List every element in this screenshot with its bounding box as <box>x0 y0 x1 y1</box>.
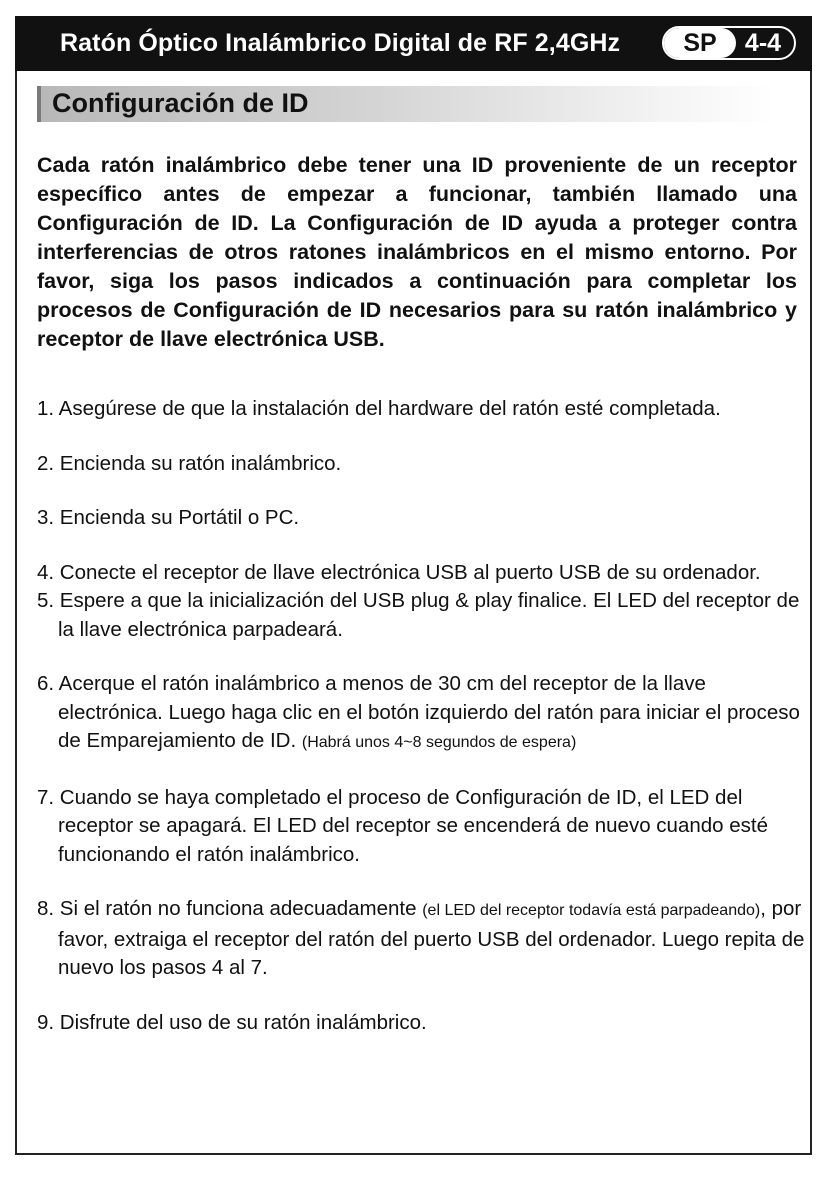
step-text: 2. Encienda su ratón inalámbrico. <box>37 451 342 475</box>
step-8 <box>37 895 807 983</box>
language-code: SP <box>664 28 736 58</box>
step-3 <box>37 504 807 533</box>
step-note: (Habrá unos 4~8 segundos de espera) <box>301 734 577 751</box>
step-text: 1. Asegúrese de que la instalación del hardware del ratón esté completada. <box>37 397 721 420</box>
page-badge <box>662 26 796 60</box>
step-text: 3. Encienda su Portátil o PC. <box>37 506 300 529</box>
header-bar <box>15 16 812 71</box>
section-heading: Configuración de ID <box>52 88 309 118</box>
step-text: 8. Si el ratón no funciona adecuadamente <box>37 897 423 920</box>
step-text: 9. Disfrute del uso de su ratón inalámbrico. <box>37 1010 427 1034</box>
step-4 <box>37 559 807 588</box>
step-text: 7. Cuando se haya completado el proceso de Configuración de ID, el LED del receptor se apagará. El LED del receptor se encenderá de nuevo cuando esté funcionando el ratón inalámbrico. <box>37 785 768 866</box>
step-7 <box>37 784 807 870</box>
step-text: 6. Acerque el ratón inalámbrico a menos de 30 cm del receptor de la llave electrónica. Luego haga clic en el botón izquierdo del ratón para iniciar el proceso de Emparejamiento de ID. <box>37 672 800 752</box>
step-note: (el LED del receptor todavía está parpadeando) <box>422 902 761 919</box>
page-title: Ratón Óptico Inalámbrico Digital de RF 2,4GHz <box>60 29 621 57</box>
page-number: 4-4 <box>744 29 782 57</box>
intro-paragraph: Cada ratón inalámbrico debe tener una ID proveniente de un receptor específico antes de empezar a funcionar, también llamado una Configuración de ID. La Configuración de ID ayuda a proteger contra interferencias de otros ratones inalámbricos en el mismo entorno. Por favor, siga los pasos indicados a continuación para completar los procesos de Configuración de ID necesarios para su ratón inalámbrico y receptor de llave electrónica USB. <box>37 153 797 351</box>
steps-list <box>37 395 807 1037</box>
step-text: 4. Conecte el receptor de llave electrónica USB al puerto USB de su ordenador. <box>37 560 761 584</box>
step-text: 5. Espere a que la inicialización del USB plug & play finalice. El LED del receptor de la llave electrónica parpadeará. <box>37 589 800 641</box>
step-1 <box>37 395 807 424</box>
step-9 <box>37 1009 807 1038</box>
step-2 <box>37 450 807 479</box>
step-text-tail: , por favor, extraiga el receptor del ratón del puerto USB del ordenador. Luego repita de nuevo los pasos 4 al 7. <box>58 897 805 979</box>
step-6 <box>37 670 807 758</box>
step-5 <box>37 587 807 644</box>
